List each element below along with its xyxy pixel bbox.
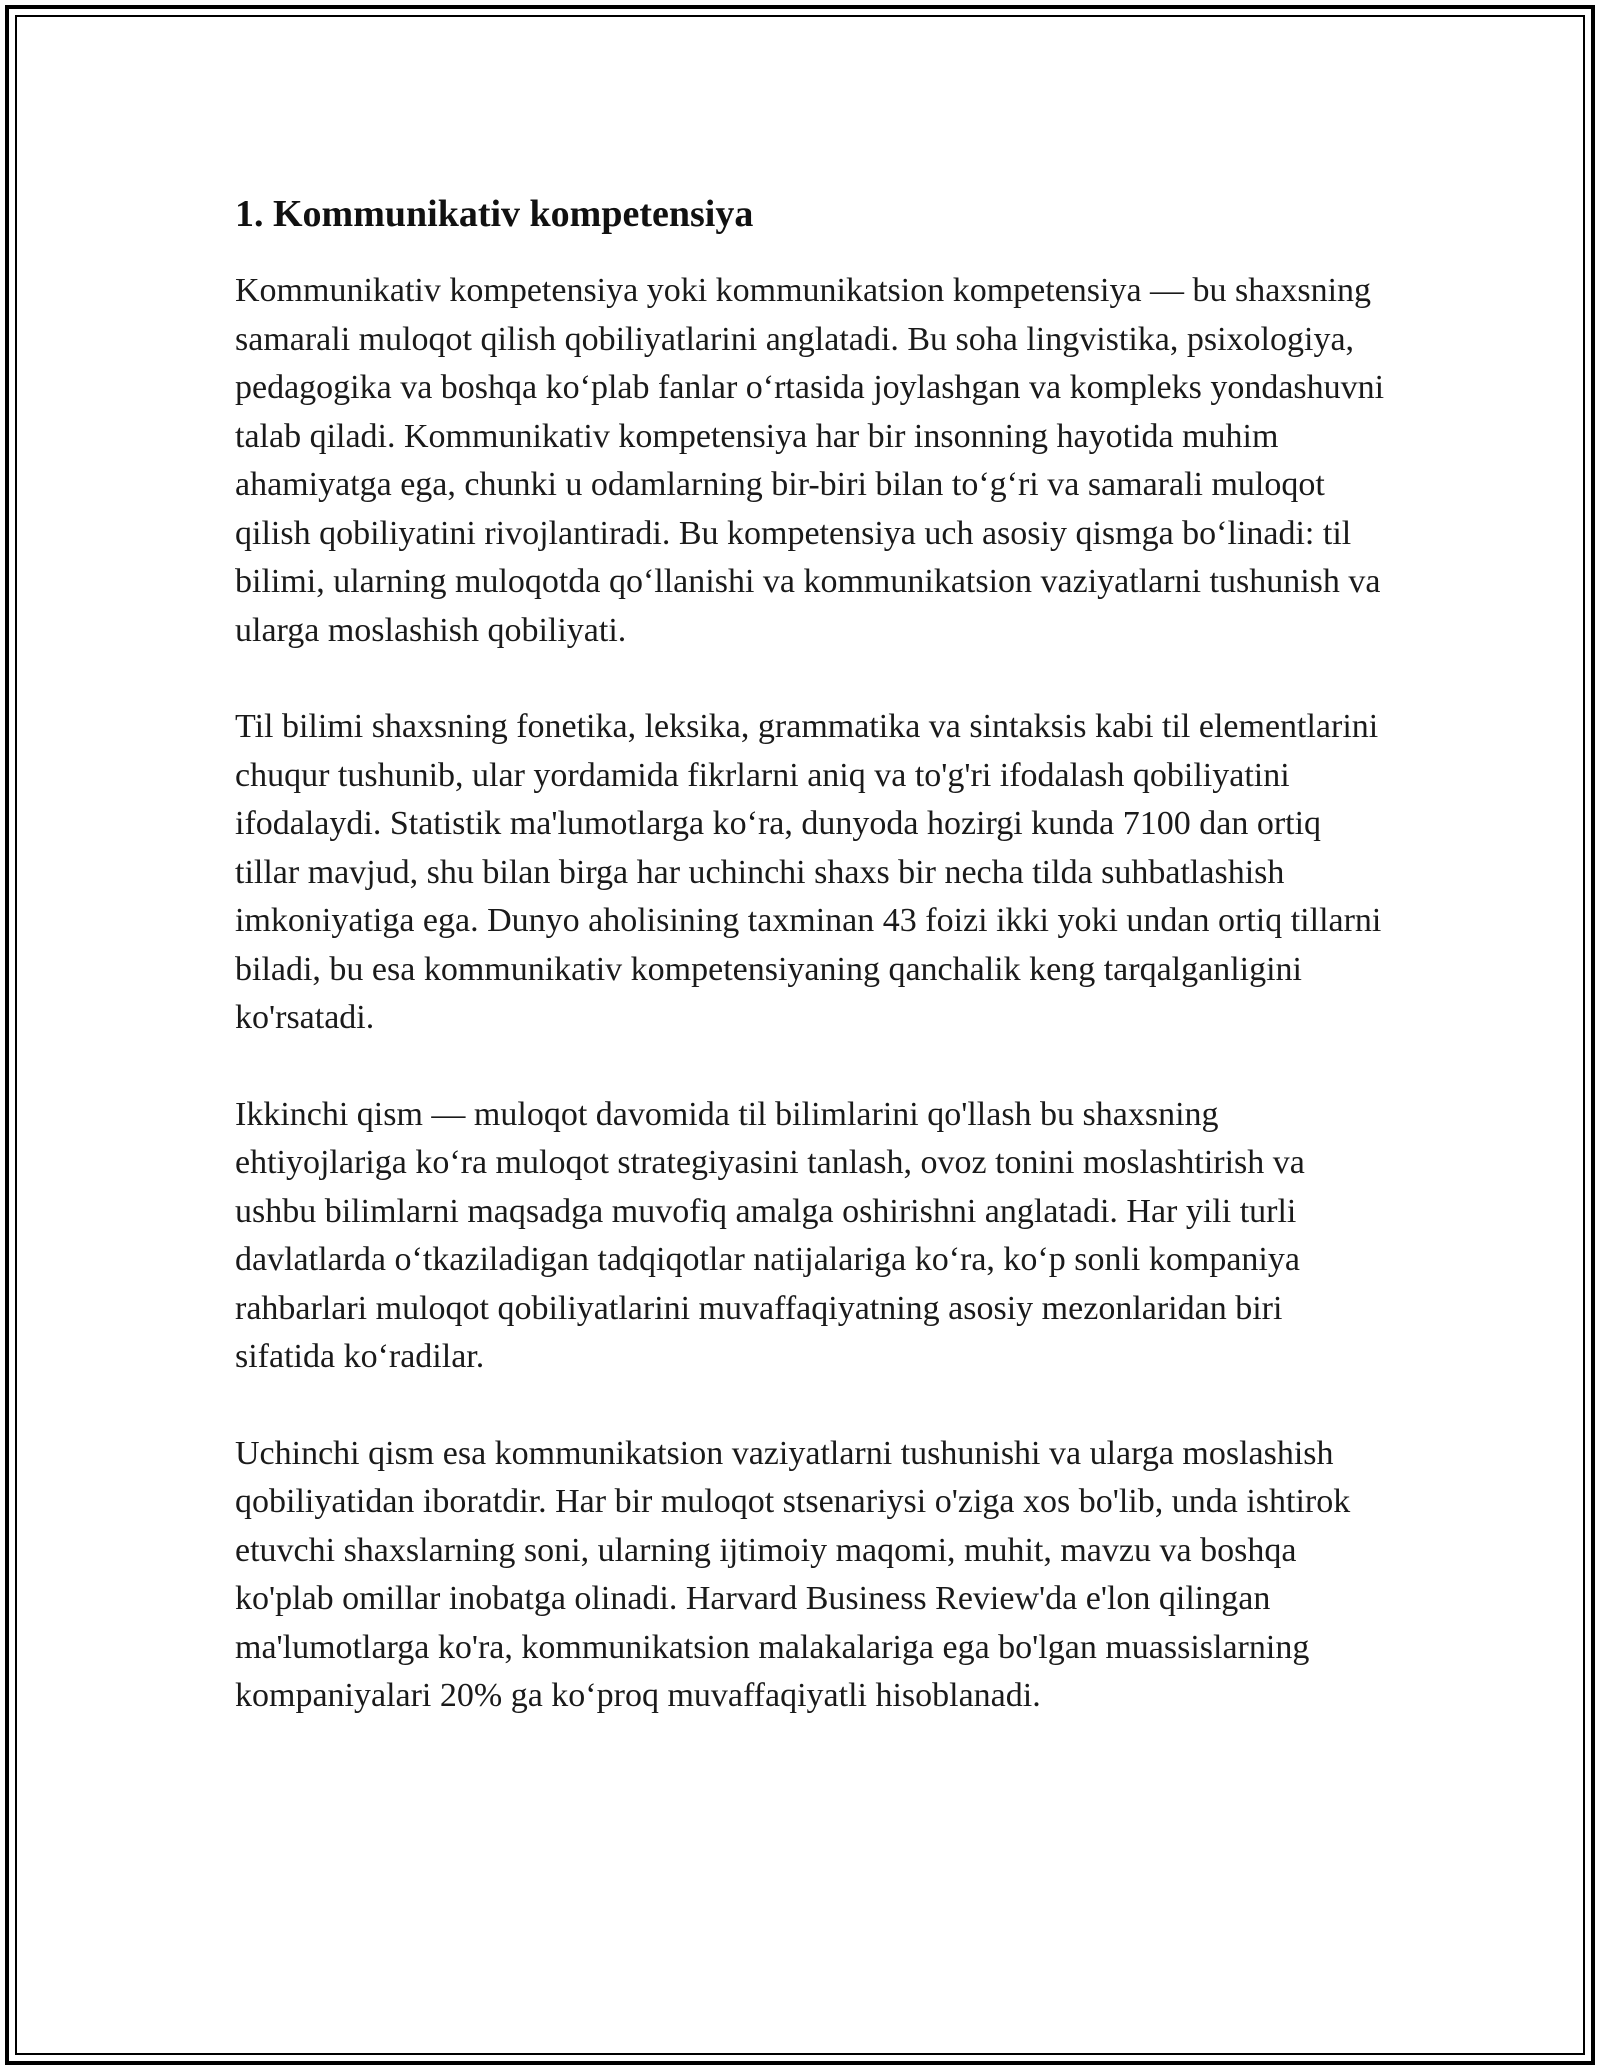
paragraph-third-part: Uchinchi qism esa kommunikatsion vaziyatlarni tushunishi va ularga moslashish qobiliyatidan iboratdir. Har bir muloqot stsenariysi o'ziga xos bo'lib, unda ishtirok etuvchi shaxslarning soni, ularning ijtimoiy maqomi, muhit, mavzu va boshqa ko'plab omillar inobatga olinadi. Harvard Business Review'da e'lon qilingan ma'lumotlarga ko'ra, kommunikatsion malakalariga ega bo'lgan muassislarning kompaniyalari 20% ga ko‘proq muvaffaqiyatli hisoblanadi. (235, 1434, 1351, 1714)
document-body (235, 188, 1385, 1769)
paragraph-intro: Kommunikativ kompetensiya yoki kommunikatsion kompetensiya — bu shaxsning samarali muloqot qilish qobiliyatlarini anglatadi. Bu soha lingvistika, psixologiya, pedagogika va boshqa ko‘plab fanlar o‘rtasida joylashgan va kompleks yondashuvni talab qiladi. Kommunikativ kompetensiya har bir insonning hayotida muhim ahamiyatga ega, chunki u odamlarning bir-biri bilan to‘g‘ri va samarali muloqot qilish qobiliyatini rivojlantiradi. Bu kompetensiya uch asosiy qismga bo‘linadi: til bilimi, ularning muloqotda qo‘llanishi va kommunikatsion vaziyatlarni tushunish va ularga moslashish qobiliyati. (235, 272, 1385, 649)
paragraph-language-knowledge: Til bilimi shaxsning fonetika, leksika, grammatika va sintaksis kabi til elementlarini chuqur tushunib, ular yordamida fikrlarni aniq va to'g'ri ifodalash qobiliyatini ifodalaydi. Statistik ma'lumotlarga ko‘ra, dunyoda hozirgi kunda 7100 dan ortiq tillar mavjud, shu bilan birga har uchinchi shaxs bir necha tilda suhbatlashish imkoniyatiga ega. Dunyo aholisining taxminan 43 foizi ikki yoki undan ortiq tillarni biladi, bu esa kommunikativ kompetensiyaning qanchalik keng tarqalganligini ko'rsatadi. (235, 708, 1382, 1036)
section-heading: 1. Kommunikativ kompetensiya (235, 193, 754, 235)
paragraph-second-part: Ikkinchi qism — muloqot davomida til bilimlarini qo'llash bu shaxsning ehtiyojlariga ko‘ra muloqot strategiyasini tanlash, ovoz tonini moslashtirish va ushbu bilimlarni maqsadga muvofiq amalga oshirishni anglatadi. Har yili turli davlatlarda o‘tkaziladigan tadqiqotlar natijalariga ko‘ra, ko‘p sonli kompaniya rahbarlari muloqot qobiliyatlarini muvaffaqiyatning asosiy mezonlaridan biri sifatida ko‘radilar. (235, 1095, 1305, 1375)
